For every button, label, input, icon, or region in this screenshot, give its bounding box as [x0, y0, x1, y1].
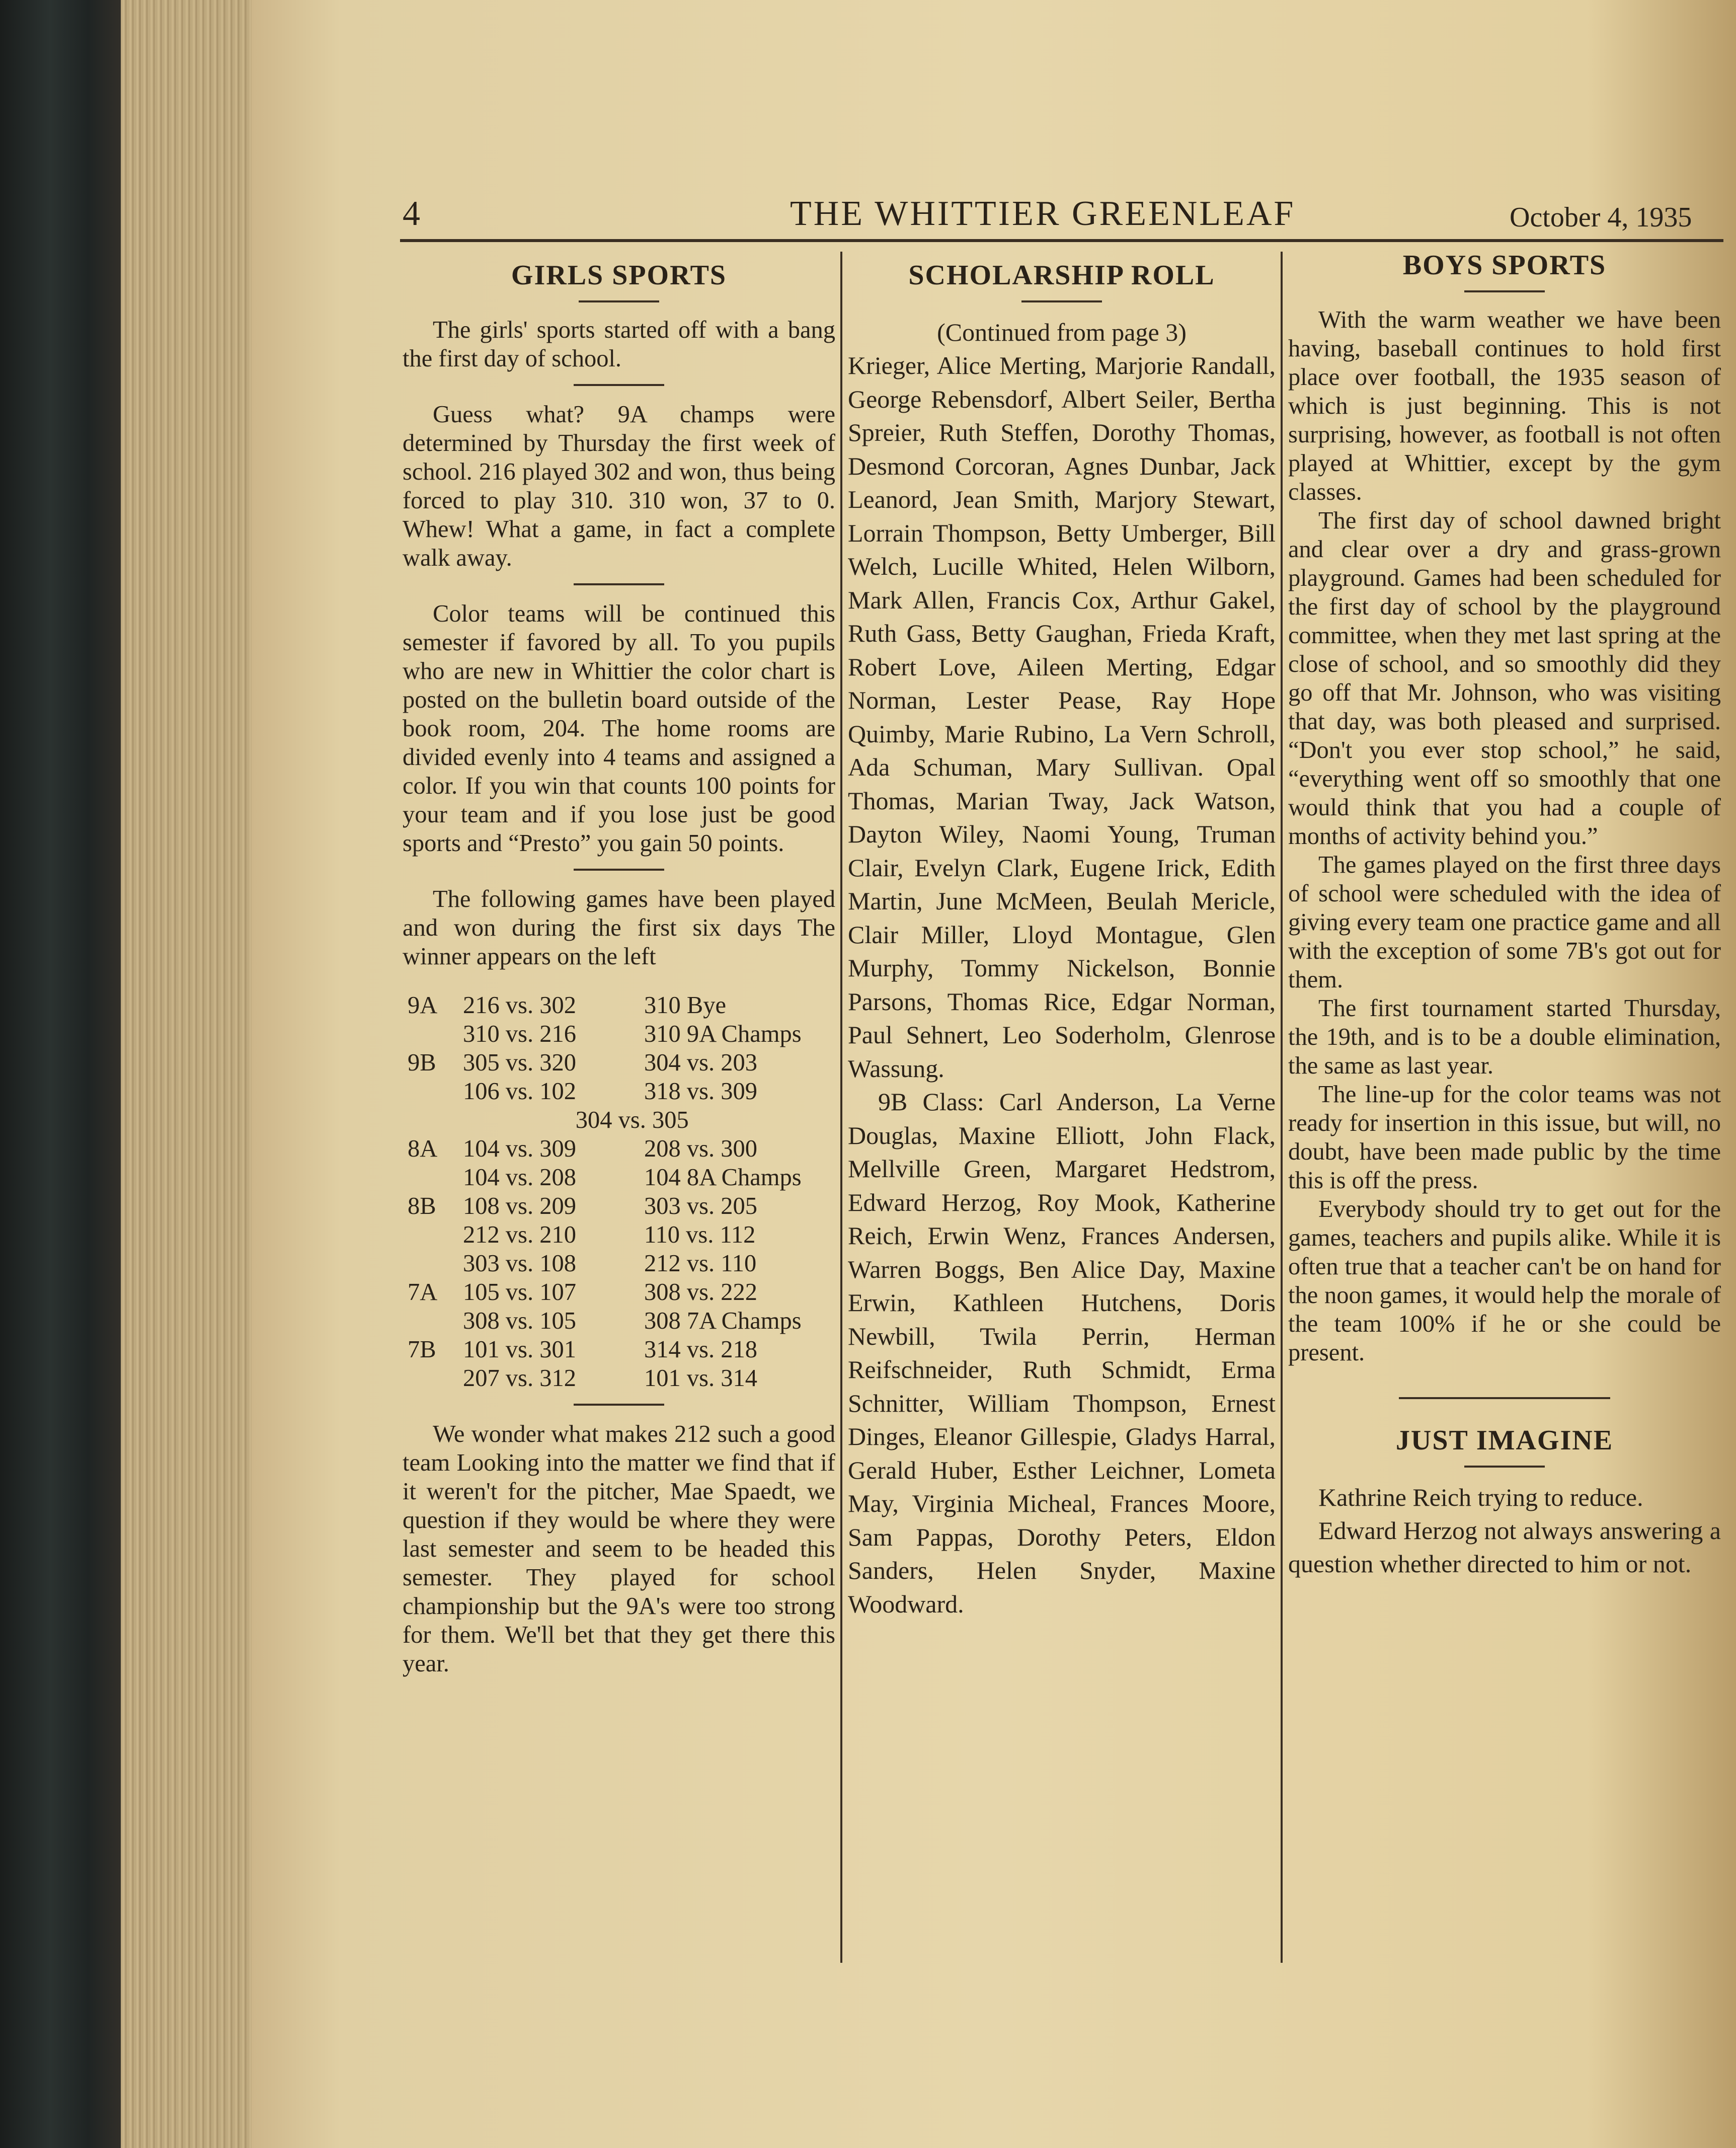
- boys-sports-paragraph: With the warm weather we have been having, baseball continues to hold first place over football, the 1935 season of which is just beginning. This is not surprising, however, as football is not often played at Whittier, except by the gym classes.: [1288, 306, 1721, 505]
- boys-sports-paragraph: The first day of school dawned bright and clear over a dry and grass-grown playground. Games had been scheduled for the first day of school by the playground committee, when they met last spring at the close of school, and so smoothly did they go off that Mr. Johnson, who was visiting that day, was both pleased and surprised. “Don't you ever stop school,” he said, “everything went off so smoothly that one would think that you had a couple of months of activity behind you.”: [1288, 507, 1721, 850]
- scholarship-roll-heading: SCHOLARSHIP ROLL: [908, 260, 1215, 291]
- table-row: 9B 305 vs. 320 304 vs. 203: [408, 1049, 757, 1076]
- table-row: 310 vs. 216 310 9A Champs: [463, 1021, 802, 1047]
- girls-sports-paragraph: The following games have been played and won during the first six days The winner appears on the left: [403, 886, 835, 970]
- divider: [579, 300, 659, 302]
- table-row: 8B 108 vs. 209 303 vs. 205: [408, 1193, 757, 1219]
- header-rule: [400, 239, 1723, 242]
- boys-sports-paragraph: The first tournament started Thursday, the 19th, and is to be a double elimination, the same as last year.: [1288, 995, 1721, 1079]
- newspaper-title: THE WHITTIER GREENLEAF: [790, 194, 1296, 233]
- girls-sports-paragraph: Color teams will be continued this semester if favored by all. To you pupils who are new in Whittier the color chart is posted on the bulletin board outside of the book room, 204. The home rooms are divided evenly into 4 teams and assigned a color. If you win that counts 100 points for your team and if you lose just be good sports and “Presto” you gain 50 points.: [403, 600, 835, 857]
- table-row: 8A 104 vs. 309 208 vs. 300: [408, 1135, 757, 1162]
- page-number: 4: [403, 194, 420, 233]
- boys-sports-paragraph: Everybody should try to get out for the games, teachers and pupils alike. While it is often true that a teacher can't be on hand for the noon games, it would help the morale of the team 100% if he or she could be present.: [1288, 1196, 1721, 1366]
- table-row: 106 vs. 102 318 vs. 309: [463, 1078, 757, 1105]
- girls-sports-paragraph: The girls' sports started off with a bang the first day of school.: [403, 317, 835, 372]
- boys-sports-paragraph: The line-up for the color teams was not ready for insertion in this issue, but will, no doubt, have been made public by the time this is off the press.: [1288, 1081, 1721, 1194]
- divider: [574, 583, 664, 585]
- divider: [574, 869, 664, 871]
- table-row: 7B 101 vs. 301 314 vs. 218: [408, 1336, 757, 1363]
- table-row: 7A 105 vs. 107 308 vs. 222: [408, 1279, 757, 1306]
- table-row: 303 vs. 108 212 vs. 110: [463, 1250, 757, 1277]
- girls-sports-heading: GIRLS SPORTS: [511, 260, 727, 291]
- girls-sports-paragraph: Guess what? 9A champs were determined by Thursday the first week of school. 216 played 302 and won, thus being forced to play 310. 310 won, 37 to 0. Whew! What a game, in fact a complete walk away.: [403, 401, 835, 571]
- continued-note: (Continued from page 3): [937, 318, 1187, 346]
- boys-sports-paragraph: The games played on the first three days of school were scheduled with the idea of giving every team one practice game and all with the exception of some 7B's got out for them.: [1288, 852, 1721, 993]
- scholarship-roll-column: [848, 252, 1276, 1621]
- table-row: 212 vs. 210 110 vs. 112: [463, 1221, 756, 1248]
- just-imagine-item: Edward Herzog not always answering a question whether directed to him or not.: [1288, 1516, 1721, 1578]
- table-row: 207 vs. 312 101 vs. 314: [463, 1365, 757, 1392]
- table-row: 308 vs. 105 308 7A Champs: [463, 1308, 802, 1334]
- divider: [1021, 300, 1102, 302]
- book-binding: [0, 0, 126, 2148]
- game-schedule-table: [408, 991, 802, 1393]
- column-rule: [840, 252, 842, 1963]
- girls-sports-paragraph: We wonder what makes 212 such a good team Looking into the matter we find that if it weren't for the pitcher, Mae Spaedt, we question if they would be where they were last semester and seem to be headed this semester. They played for school championship but the 9A's were too strong for them. We'll bet that they get there this year.: [403, 1421, 835, 1677]
- boys-sports-column: [1288, 252, 1721, 1580]
- just-imagine-item: Kathrine Reich trying to reduce.: [1318, 1483, 1643, 1511]
- table-row: 304 vs. 305: [575, 1107, 689, 1133]
- girls-sports-column: [403, 252, 835, 1678]
- just-imagine-heading: JUST IMAGINE: [1395, 1425, 1614, 1456]
- divider: [574, 384, 664, 386]
- honor-roll-names: Krieger, Alice Merting, Marjorie Randall, George Rebensdorf, Albert Seiler, Bertha Spreier, Ruth Steffen, Dorothy Thomas, Desmond Corcoran, Agnes Dunbar, Jack Leanord, Jean Smith, Marjory Stewart, Lorrain Thompson, Betty Umberger, Bill Welch, Lucille Whited, Helen Wilborn, Mark Allen, Francis Cox, Arthur Gakel, Ruth Gass, Betty Gaughan, Frieda Kraft, Robert Love, Aileen Merting, Edgar Norman, Lester Pease, Ray Hope Quimby, Marie Rubino, La Vern Schroll, Ada Schuman, Mary Sullivan. Opal Thomas, Marian Tway, Jack Watson, Dayton Wiley, Naomi Young, Truman Clair, Evelyn Clark, Eugene Irick, Edith Martin, June McMeen, Beulah Mericle, Clair Miller, Lloyd Montague, Glen Murphy, Tommy Nickelson, Bonnie Parsons, Thomas Rice, Edgar Norman, Paul Sehnert, Leo Soderholm, Glenrose Wassung.: [848, 351, 1276, 1083]
- issue-date: October 4, 1935: [1510, 202, 1692, 233]
- divider: [574, 1404, 664, 1406]
- table-row: 9A 216 vs. 302 310 Bye: [408, 992, 727, 1019]
- boys-sports-heading: BOYS SPORTS: [1402, 250, 1607, 281]
- page-edges: [121, 0, 262, 2148]
- divider: [1464, 1466, 1545, 1468]
- honor-roll-9b-names: 9B Class: Carl Anderson, La Verne Douglas, Maxine Elliott, John Flack, Mellville Green, Margaret Hedstrom, Edward Herzog, Roy Mook, Katherine Reich, Erwin Wenz, Frances Andersen, Warren Boggs, Ben Alice Day, Maxine Erwin, Kathleen Hutchens, Doris Newbill, Twila Perrin, Herman Reifschneider, Ruth Schmidt, Erma Schnitter, William Thompson, Ernest Dinges, Eleanor Gillespie, Gladys Harral, Gerald Huber, Esther Leichner, Lometa May, Virginia Micheal, Frances Moore, Sam Pappas, Dorothy Peters, Eldon Sanders, Helen Snyder, Maxine Woodward.: [848, 1088, 1276, 1618]
- table-row: 104 vs. 208 104 8A Champs: [463, 1164, 802, 1191]
- divider: [1464, 290, 1545, 292]
- divider: [1399, 1397, 1610, 1399]
- column-rule: [1281, 252, 1283, 1963]
